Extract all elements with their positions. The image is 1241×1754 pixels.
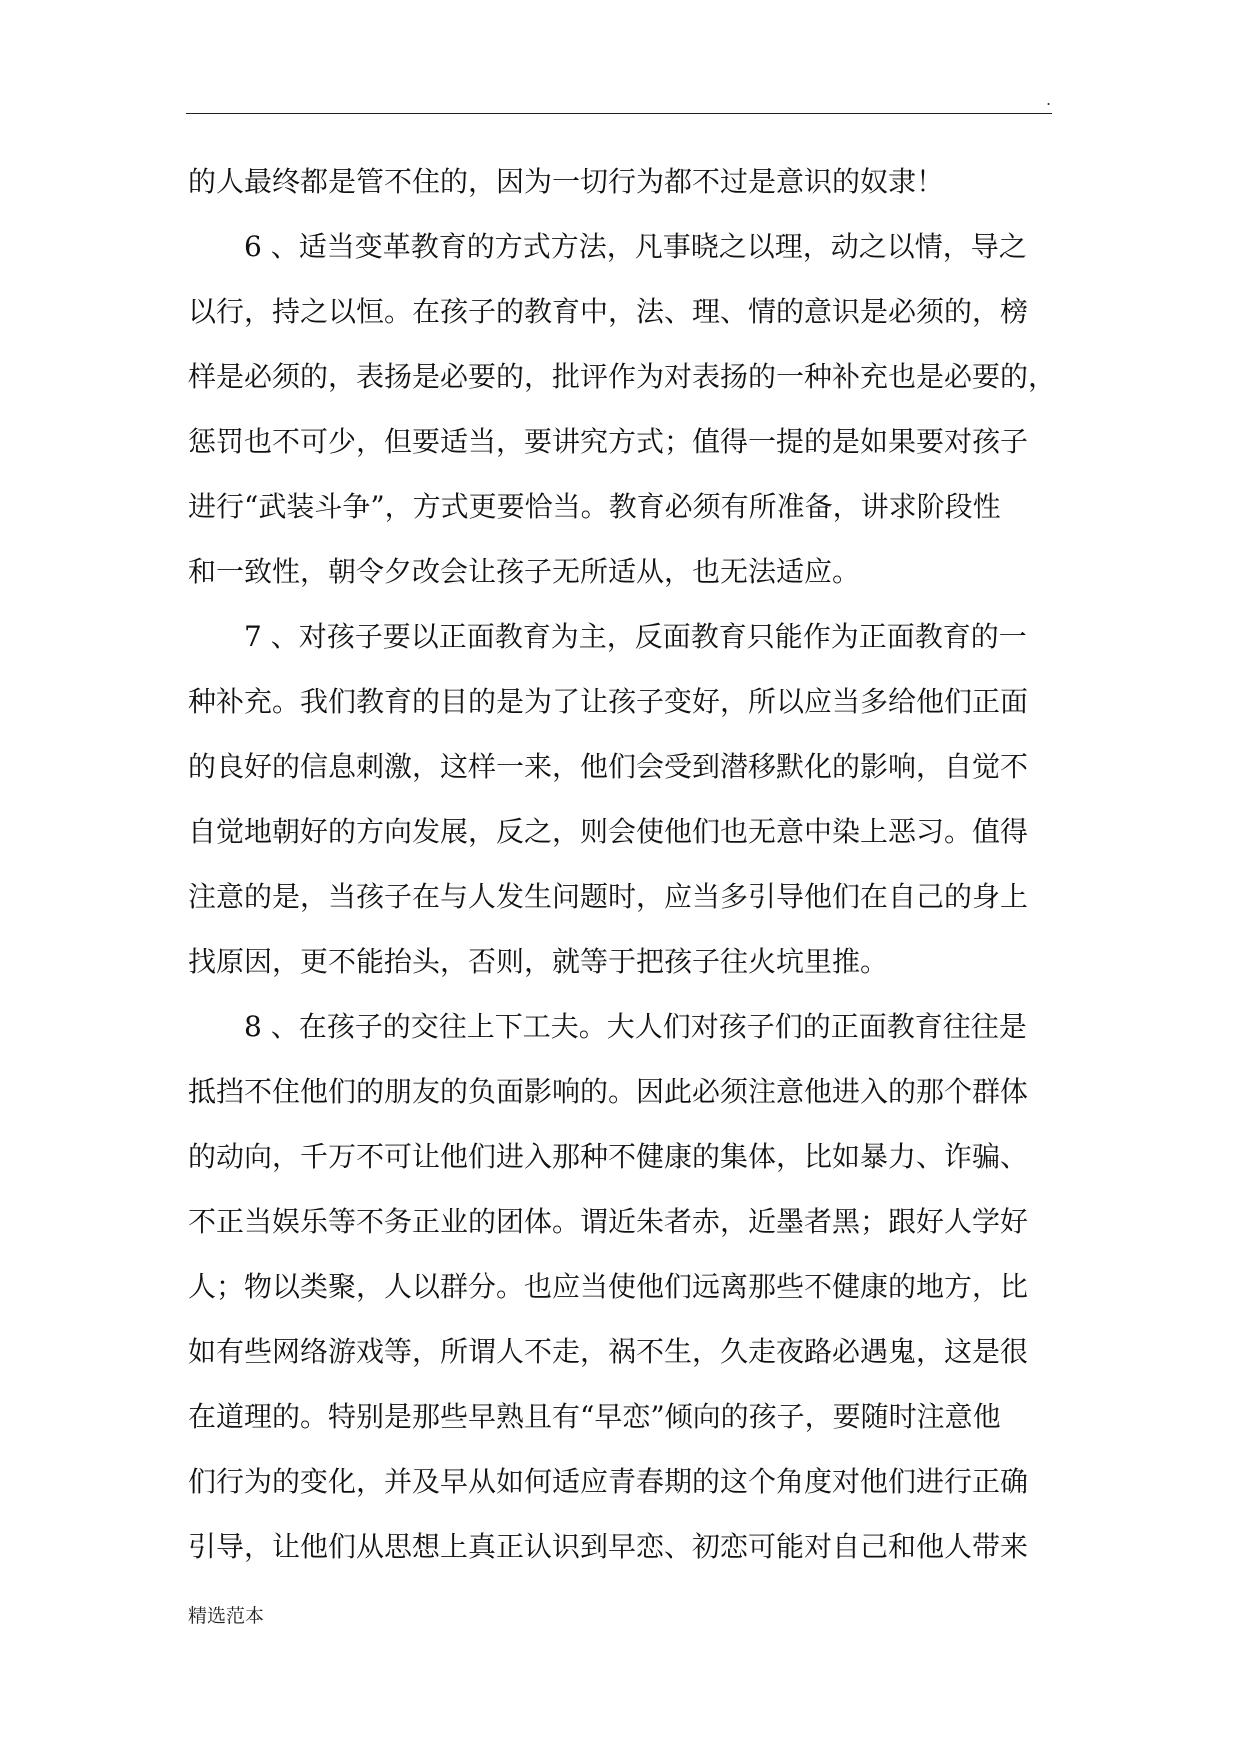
text-line: 进行“武装斗争”，方式更要恰当。教育必须有所准备，讲求阶段性	[188, 490, 1001, 523]
text-line: 惩罚也不可少，但要适当，要讲究方式；值得一提的是如果要对孩子	[188, 425, 1029, 458]
text-line: 自觉地朝好的方向发展，反之，则会使他们也无意中染上恶习。值得	[188, 815, 1029, 848]
text-line: 和一致性，朝令夕改会让孩子无所适从，也无法适应。	[188, 555, 861, 588]
text-line: 6 、适当变革教育的方式方法，凡事晓之以理，动之以情，导之	[188, 230, 1027, 263]
text-line: 抵挡不住他们的朋友的负面影响的。因此必须注意他进入的那个群体	[188, 1075, 1029, 1108]
text-line: 的人最终都是管不住的，因为一切行为都不过是意识的奴隶！	[188, 165, 945, 198]
header-rule	[186, 113, 1052, 114]
text-line: 的良好的信息刺激，这样一来，他们会受到潜移默化的影响，自觉不	[188, 750, 1029, 783]
text-line: 以行，持之以恒。在孩子的教育中，法、理、情的意识是必须的，榜	[188, 295, 1029, 328]
footer-label: 精选范本	[188, 1605, 265, 1627]
text-line: 如有些网络游戏等，所谓人不走，祸不生，久走夜路必遇鬼，这是很	[188, 1335, 1029, 1368]
text-line: 种补充。我们教育的目的是为了让孩子变好，所以应当多给他们正面	[188, 685, 1029, 718]
text-line: 引导，让他们从思想上真正认识到早恋、初恋可能对自己和他人带来	[188, 1530, 1029, 1563]
text-line: 的动向，千万不可让他们进入那种不健康的集体，比如暴力、诈骗、	[188, 1140, 1029, 1173]
text-line: 样是必须的，表扬是必要的，批评作为对表扬的一种补充也是必要的，	[188, 360, 1057, 393]
text-line: 注意的是，当孩子在与人发生问题时，应当多引导他们在自己的身上	[188, 880, 1029, 913]
text-line: 们行为的变化，并及早从如何适应青春期的这个角度对他们进行正确	[188, 1465, 1029, 1498]
text-line: 找原因，更不能抬头，否则，就等于把孩子往火坑里推。	[188, 945, 889, 978]
text-line: 不正当娱乐等不务正业的团体。谓近朱者赤，近墨者黑；跟好人学好	[188, 1205, 1029, 1238]
text-line: 人；物以类聚，人以群分。也应当使他们远离那些不健康的地方，比	[188, 1270, 1029, 1303]
text-line: 在道理的。特别是那些早熟且有“早恋”倾向的孩子，要随时注意他	[188, 1400, 1001, 1433]
header-mark: .	[1046, 90, 1052, 109]
text-line: 7 、对孩子要以正面教育为主，反面教育只能作为正面教育的一	[188, 620, 1027, 653]
text-line: 8 、在孩子的交往上下工夫。大人们对孩子们的正面教育往往是	[188, 1010, 1027, 1043]
